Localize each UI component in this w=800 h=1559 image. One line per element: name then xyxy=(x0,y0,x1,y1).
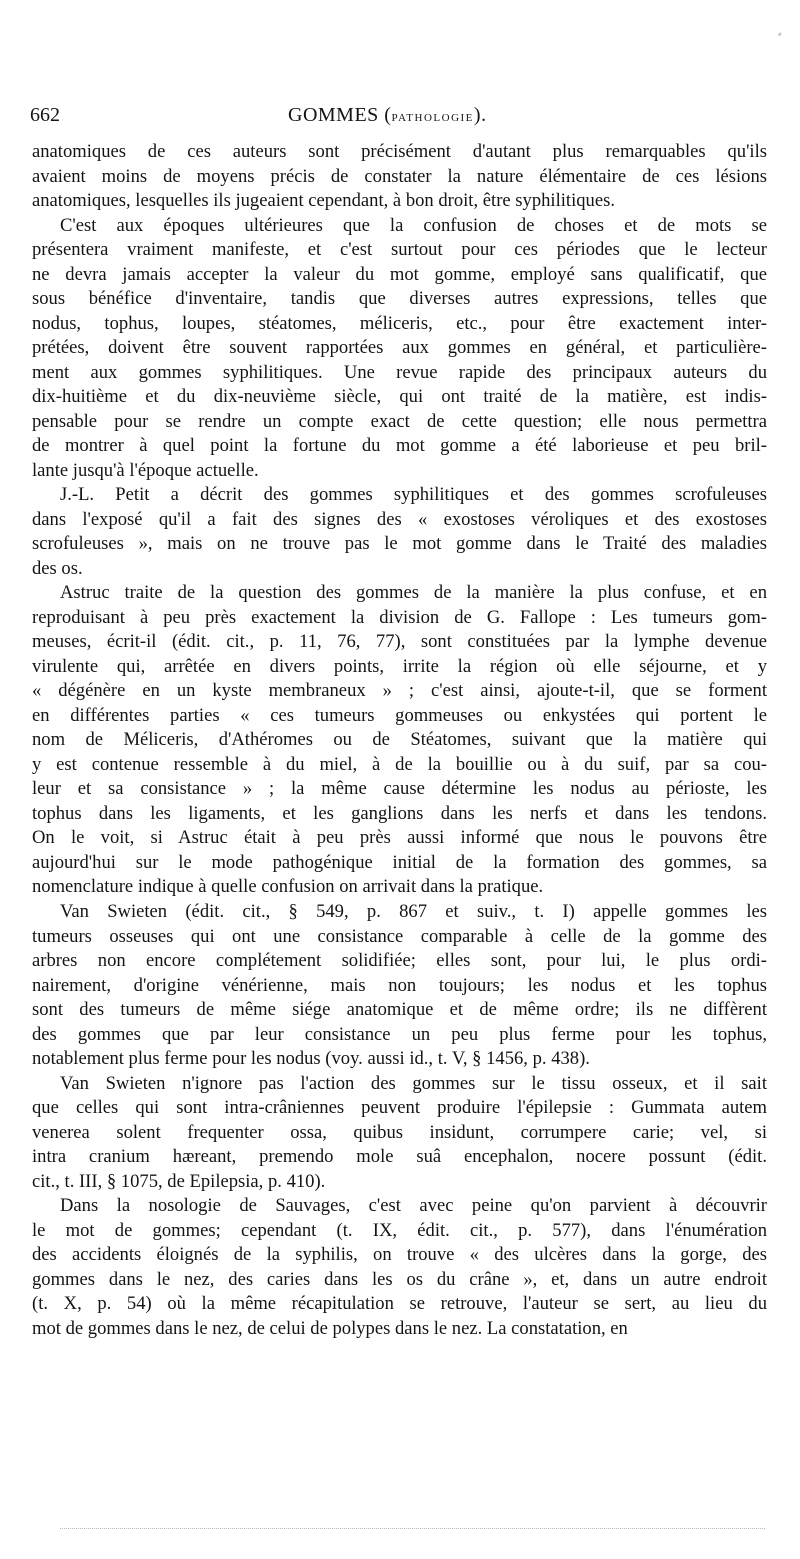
text-line: tophus dans les ligaments, et les ganglions dans les nerfs et dans les tendons. xyxy=(32,802,767,824)
text-line: « dégénère en un kyste membraneux » ; c'est ainsi, ajoute-t-il, que se forment xyxy=(32,680,767,702)
text-line: ment aux gommes syphilitiques. Une revue rapide des principaux auteurs du xyxy=(32,361,767,383)
text-line: nomenclature indique à quelle confusion on arrivait dans la pratique. xyxy=(32,876,544,898)
text-line: dans l'exposé qu'il a fait des signes des « exostoses véroliques et des exostoses xyxy=(32,508,767,530)
text-line: sont des tumeurs de même siége anatomique et de même ordre; ils ne diffèrent xyxy=(32,999,767,1021)
text-line: le mot de gommes; cependant (t. IX, édit. cit., p. 577), dans l'énumération xyxy=(32,1219,767,1241)
running-header xyxy=(30,104,765,134)
text-line: leur et sa consistance » ; la même cause détermine les nodus au périoste, les xyxy=(32,778,767,800)
text-line: cit., t. III, § 1075, de Epilepsia, p. 410). xyxy=(32,1170,326,1192)
paragraph xyxy=(32,140,767,214)
paragraph xyxy=(32,483,767,581)
text-line: J.-L. Petit a décrit des gommes syphilitiques et des gommes scrofuleuses xyxy=(60,484,767,506)
text-line: lante jusqu'à l'époque actuelle. xyxy=(32,459,259,481)
text-line: des gommes que par leur consistance un peu plus ferme pour les tophus, xyxy=(32,1023,767,1045)
paragraph xyxy=(32,900,767,1072)
bottom-scan-artifact xyxy=(60,1528,765,1531)
running-title xyxy=(288,104,487,127)
text-line: arbres non encore complétement solidifiée; elles sont, pour lui, le plus ordi- xyxy=(32,950,767,972)
text-line: présentera vraiment manifeste, et c'est surtout pour ces périodes que le lecteur xyxy=(32,239,767,261)
text-line: pensable pour se rendre un compte exact de cette question; elle nous permettra xyxy=(32,410,767,432)
text-line: de montrer à quel point la fortune du mot gomme a été laborieuse et peu bril- xyxy=(32,435,767,457)
text-line: y est contenue ressemble à du miel, à de la bouillie ou à du suif, par sa cou- xyxy=(32,753,767,775)
text-line: mot de gommes dans le nez, de celui de polypes dans le nez. La constatation, en xyxy=(32,1317,628,1339)
text-line: On le voit, si Astruc était à peu près aussi informé que nous le pouvons être xyxy=(32,827,767,849)
running-title-paren-close: ). xyxy=(473,104,487,126)
text-line: tumeurs osseuses qui ont une consistance comparable à celle de la gomme des xyxy=(32,925,767,947)
body-text xyxy=(32,140,767,1341)
text-line: des accidents éloignés de la syphilis, on trouve « des ulcères dans la gorge, des xyxy=(32,1244,767,1266)
text-line: intra cranium hæreant, premendo mole suâ encephalon, nocere possunt (édit. xyxy=(32,1146,767,1168)
text-line: que celles qui sont intra-crâniennes peuvent produire l'épilepsie : Gummata autem xyxy=(32,1097,767,1119)
text-line: C'est aux époques ultérieures que la confusion de choses et de mots se xyxy=(60,214,767,236)
text-line: dix-huitième et du dix-neuvième siècle, qui ont traité de la matière, est indis- xyxy=(32,386,767,408)
text-line: sous bénéfice d'inventaire, tandis que diverses autres expressions, telles que xyxy=(32,288,767,310)
paragraph xyxy=(32,1194,767,1341)
text-line: avaient moins de moyens précis de constater la nature élémentaire de ces lésions xyxy=(32,165,767,187)
page-number: 662 xyxy=(30,104,60,126)
text-line: nom de Méliceris, d'Athéromes ou de Stéatomes, suivant que la matière qui xyxy=(32,729,767,751)
text-line: (t. X, p. 54) où la même récapitulation se retrouve, l'auteur se sert, au lieu du xyxy=(32,1293,767,1315)
text-line: prétées, doivent être souvent rapportées aux gommes en général, et particulière- xyxy=(32,337,767,359)
text-line: reproduisant à peu près exactement la division de G. Fallope : Les tumeurs gom- xyxy=(32,606,767,628)
text-line: Astruc traite de la question des gommes de la manière la plus confuse, et en xyxy=(60,582,767,604)
corner-scan-mark: ⸗ xyxy=(778,28,782,40)
text-line: anatomiques de ces auteurs sont précisément d'autant plus remarquables qu'ils xyxy=(32,141,767,162)
paragraph xyxy=(32,214,767,484)
text-line: des os. xyxy=(32,557,83,579)
running-title-paren-open: ( xyxy=(378,104,392,126)
text-line: ne devra jamais accepter la valeur du mot gomme, employé sans qualificatif, que xyxy=(32,263,767,285)
text-line: virulente qui, arrêtée en divers points, irrite la région où elle séjourne, et y xyxy=(32,655,767,677)
paragraph xyxy=(32,1072,767,1195)
text-line: anatomiques, lesquelles ils jugeaient cependant, à bon droit, être syphilitiques. xyxy=(32,190,615,212)
text-line: en différentes parties « ces tumeurs gommeuses ou enkystées qui portent le xyxy=(32,704,767,726)
text-line: aujourd'hui sur le mode pathogénique initial de la formation des gommes, sa xyxy=(32,851,767,873)
text-line: scrofuleuses », mais on ne trouve pas le mot gomme dans le Traité des maladies xyxy=(32,533,767,555)
text-line: gommes dans le nez, des caries dans les os du crâne », et, dans un autre endroit xyxy=(32,1268,767,1290)
running-title-subtitle: pathologie xyxy=(391,109,474,125)
text-line: nairement, d'origine vénérienne, mais non toujours; les nodus et les tophus xyxy=(32,974,767,996)
text-line: Van Swieten (édit. cit., § 549, p. 867 et suiv., t. I) appelle gommes les xyxy=(60,900,767,922)
text-line: venerea solent frequenter ossa, quibus insidunt, corrumpere carie; vel, si xyxy=(32,1121,767,1143)
text-line: meuses, écrit-il (édit. cit., p. 11, 76, 77), sont constituées par la lymphe devenue xyxy=(32,631,767,653)
text-line: notablement plus ferme pour les nodus (voy. aussi id., t. V, § 1456, p. 438). xyxy=(32,1048,590,1070)
running-title-main: GOMMES xyxy=(288,104,379,126)
text-line: Dans la nosologie de Sauvages, c'est avec peine qu'on parvient à découvrir xyxy=(60,1195,767,1217)
paragraph xyxy=(32,581,767,900)
text-line: Van Swieten n'ignore pas l'action des gommes sur le tissu osseux, et il sait xyxy=(60,1072,767,1094)
text-line: nodus, tophus, loupes, stéatomes, méliceris, etc., pour être exactement inter- xyxy=(32,312,767,334)
